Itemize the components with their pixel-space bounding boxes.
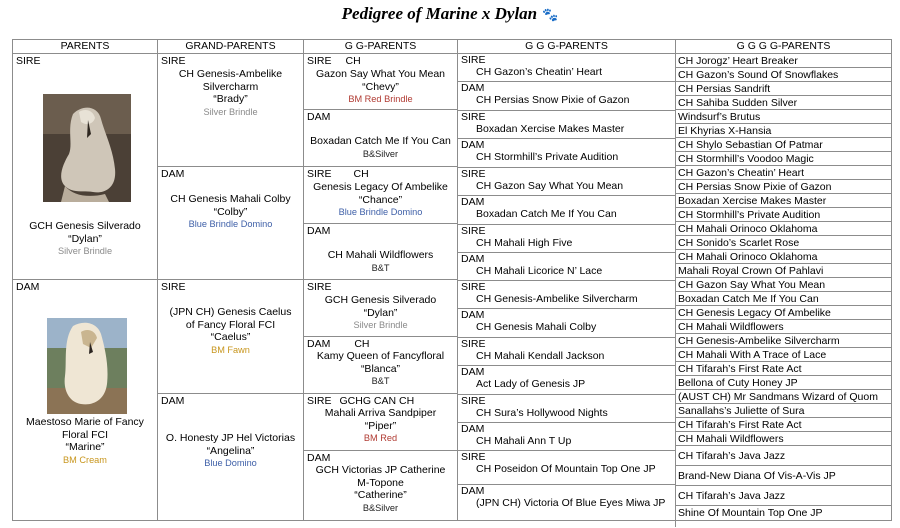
gggg-parent-cell: CH Stormhill’s Private Audition [676,208,891,222]
gggg-parent-cell: CH Genesis-Ambelike Silvercharm [676,334,891,348]
dam-photo [47,318,127,414]
role-label: DAM [161,168,185,180]
role-label: SIRE [461,111,486,123]
grandparent-color: Silver Brindle [203,106,258,117]
role-label: SIRE GCHG CAN CH [307,395,415,407]
gg-parent-call-name: “Dylan” [363,306,398,319]
role-label: SIRE [461,168,486,180]
ggg-parent-cell [458,225,676,253]
gg-parent-info [304,294,457,331]
header-grandparents: GRAND-PARENTS [158,40,304,54]
gg-parent-color: B&T [371,262,390,273]
gg-parent-color: B&T [371,376,390,386]
gg-parent-color: Blue Brindle Domino [338,207,423,217]
role-label: DAM [307,225,331,237]
grandparent-cell [158,167,304,280]
gggg-parent-cell: CH Mahali Wildflowers [676,320,891,334]
title-text: Pedigree of Marine x Dylan [341,4,538,23]
gg-parent-name: Mahali Arriva Sandpiper [324,407,437,419]
ggg-parent-name: CH Genesis Mahali Colby [476,321,597,333]
sire-call-name: “Dylan” [68,232,102,245]
gggg-parent-cell: CH Tifarah’s First Rate Act [676,418,891,432]
role-label: SIRE [161,281,186,293]
role-label: DAM [461,485,485,497]
header-gggg-parents: G G G G-PARENTS [676,40,891,54]
grandparent-info [158,68,303,118]
role-label: SIRE [461,451,486,463]
gggg-parent-cell: CH Tifarah’s Java Jazz [676,486,891,506]
role-label: SIRE [461,54,486,66]
ggg-parent-cell [458,423,676,451]
role-label: DAM CH [307,338,370,350]
gg-parent-color: B&Silver [362,502,399,513]
ggg-parent-name: Act Lady of Genesis JP [476,378,586,390]
gg-parent-info [304,464,457,514]
grandparent-color: BM Fawn [211,344,250,355]
ggg-parent-name: Boxadan Xercise Makes Master [476,123,625,135]
pedigree-table [12,39,892,521]
role-label: DAM [461,196,485,208]
gg-parent-cell [304,167,458,224]
gg-parent-name: GCH Genesis Silverado [324,294,437,306]
dam-name: Maestoso Marie of Fancy Floral FCI [26,416,144,441]
gg-parent-info [304,407,457,444]
sire-color: Silver Brindle [57,246,113,256]
gg-parent-name: Boxadan Catch Me If You Can [310,135,451,147]
gggg-parent-cell: CH Gazon’s Cheatin’ Heart [676,166,891,180]
parent-sire-cell [13,54,158,280]
gggg-parent-cell: Shine Of Mountain Top One JP [678,507,823,519]
grandparent-name: CH Genesis-Ambelike Silvercharm [178,68,283,93]
gg-parent-cell [304,54,458,110]
role-label: SIRE [161,55,186,67]
ggg-parent-cell [458,82,676,111]
gggg-parent-cell: CH Shylo Sebastian Of Patmar [676,138,891,152]
role-label: DAM [16,281,40,293]
gg-parent-info [304,249,457,274]
role-label: SIRE [16,55,41,67]
gg-parent-info [304,68,457,105]
gggg-parent-cell: CH Tifarah’s First Rate Act [676,362,891,376]
gggg-parent-cell: CH Persias Snow Pixie of Gazon [676,180,891,194]
gg-parent-call-name: “Chevy” [362,80,399,93]
gg-parent-color: Silver Brindle [353,320,408,330]
ggg-parent-cell [458,54,676,82]
role-label: SIRE [461,281,486,293]
role-label: SIRE [461,395,486,407]
role-label: DAM [461,309,485,321]
grandparent-name: O. Honesty JP Hel Victorias [165,432,296,444]
gg-parent-name: Genesis Legacy Of Ambelike [313,181,448,193]
grandparent-color: Blue Domino [204,458,257,468]
ggg-parent-name: CH Sura’s Hollywood Nights [476,407,608,419]
gg-parent-call-name: “Piper” [364,419,397,432]
gggg-parent-cell: CH Tifarah’s Java Jazz [676,446,891,466]
gggg-parent-cell: Bellona of Cuty Honey JP [676,376,891,390]
ggg-parent-name: CH Poseidon Of Mountain Top One JP [476,463,656,475]
grandparent-info [158,193,303,230]
role-label: DAM [461,82,485,94]
grandparent-cell [158,280,304,394]
role-label: DAM [461,139,485,151]
ggg-parent-name: CH Mahali Ann T Up [476,435,572,447]
ggg-parent-cell [458,451,676,485]
gg-parent-name: CH Mahali Wildflowers [327,249,434,261]
gggg-parent-cell: CH Stormhill’s Voodoo Magic [676,152,891,166]
dam-color: BM Cream [63,454,107,465]
gg-parent-call-name: “Catherine” [354,489,407,501]
ggg-parent-cell [458,196,676,225]
gg-parent-call-name: “Chance” [358,193,403,206]
header-gg-parents: G G-PARENTS [304,40,458,54]
ggg-parent-cell [458,309,676,338]
ggg-parent-name: Boxadan Catch Me If You Can [476,208,617,220]
gg-parent-cell [304,280,458,337]
ggg-parent-name: CH Gazon’s Cheatin’ Heart [476,66,603,78]
ggg-parent-name: CH Stormhill’s Private Audition [476,151,619,163]
grandparent-call-name: “Colby” [213,205,248,218]
gg-parent-call-name: “Blanca” [360,362,401,375]
role-label: DAM [461,366,485,378]
ggg-parent-name: CH Genesis-Ambelike Silvercharm [476,293,638,305]
gggg-parent-cell: CH Genesis Legacy Of Ambelike [676,306,891,320]
gggg-parent-cell: Windsurf’s Brutus [676,110,891,124]
gggg-parent-cell: CH Sonido’s Scarlet Rose [676,236,891,250]
gg-parent-name: Gazon Say What You Mean [316,68,445,80]
grandparent-call-name: “Caelus” [210,331,251,343]
ggg-parent-cell [458,139,676,168]
gggg-parent-cell: El Khyrias X-Hansia [676,124,891,138]
gggg-parent-cell: Brand-New Diana Of Vis-A-Vis JP [676,466,891,486]
parent-dam-cell [13,280,158,520]
gggg-parent-cell: Mahali Royal Crown Of Pahlavi [676,264,891,278]
role-label: SIRE CH [307,168,369,180]
ggg-parent-cell [458,111,676,139]
gg-parent-cell [304,110,458,167]
gggg-parent-cell: Boxadan Catch Me If You Can [676,292,891,306]
ggg-parent-name: CH Mahali Kendall Jackson [476,350,605,362]
grandparent-call-name: “Brady” [213,93,248,105]
grandparent-info [158,306,303,356]
sire-info [13,220,157,257]
gg-parent-info [304,350,457,387]
gg-parent-color: BM Red Brindle [348,94,413,104]
role-label: DAM [161,395,185,407]
gg-parent-cell [304,337,458,394]
ggg-parent-name: CH Mahali High Five [476,237,573,249]
gg-parent-info [304,181,457,218]
role-label: DAM [307,111,331,123]
gggg-parent-cell: CH Mahali Wildflowers [676,432,891,446]
gggg-parent-cell: CH Gazon’s Sound Of Snowflakes [676,68,891,82]
gggg-parent-cell: Sanallahs’s Juliette of Sura [676,404,891,418]
role-label: SIRE CH [307,55,361,67]
gg-parent-info [304,135,457,160]
ggg-parent-cell [458,168,676,196]
grandparent-info [158,432,303,469]
gg-parent-name: Kamy Queen of Fancyfloral [316,350,445,362]
gg-parent-cell [304,224,458,280]
ggg-parent-name: CH Gazon Say What You Mean [476,180,624,192]
ggg-parent-cell [458,253,676,281]
role-label: DAM [461,423,485,435]
gggg-parent-cell: CH Gazon Say What You Mean [676,278,891,292]
grandparent-color: Blue Brindle Domino [188,219,273,229]
ggg-parent-cell [458,485,676,527]
gggg-parent-cell: CH Mahali Orinoco Oklahoma [676,222,891,236]
sire-name: GCH Genesis Silverado [29,220,141,232]
header-parents: PARENTS [13,40,158,54]
gg-parent-name: GCH Victorias JP Catherine M-Topone [315,464,446,489]
page-title [0,4,900,24]
gggg-parent-cell: CH Mahali Orinoco Oklahoma [676,250,891,264]
grandparent-call-name: “Angelina” [206,444,255,457]
dam-info [13,416,157,466]
role-label: SIRE [461,225,486,237]
gggg-parent-cell: CH Mahali With A Trace of Lace [676,348,891,362]
gggg-parent-cell: Boxadan Xercise Makes Master [676,194,891,208]
role-label: DAM [307,452,331,464]
role-label: SIRE [307,281,332,293]
gg-parent-cell [304,451,458,520]
dam-call-name: “Marine” [65,441,105,453]
ggg-parent-name: (JPN CH) Victoria Of Blue Eyes Miwa JP [476,497,666,509]
ggg-parent-cell [458,395,676,423]
gggg-parent-cell: (AUST CH) Mr Sandmans Wizard of Quom [676,390,891,404]
gg-parent-cell [304,394,458,451]
ggg-parent-name: CH Persias Snow Pixie of Gazon [476,94,630,106]
gggg-parent-cell: CH Persias Sandrift [676,82,891,96]
ggg-parent-name: CH Mahali Licorice N’ Lace [476,265,603,277]
ggg-parent-cell [458,366,676,395]
ggg-parent-cell [458,338,676,366]
grandparent-cell [158,394,304,520]
gggg-parent-cell: CH Jorogz’ Heart Breaker [676,54,891,68]
grandparent-name: CH Genesis Mahali Colby [170,193,291,205]
grandparent-cell [158,54,304,167]
role-label: DAM [461,253,485,265]
gggg-parent-cell: CH Sahiba Sudden Silver [676,96,891,110]
role-label: SIRE [461,338,486,350]
grandparent-name: (JPN CH) Genesis Caelus of Fancy Floral FCI [169,306,292,331]
gg-parent-color: B&Silver [362,148,399,159]
gg-parent-color: BM Red [363,433,398,443]
header-ggg-parents: G G G-PARENTS [458,40,676,54]
ggg-parent-cell [458,281,676,309]
sire-photo [43,94,131,202]
paw-icon: 🐾 [542,7,559,22]
